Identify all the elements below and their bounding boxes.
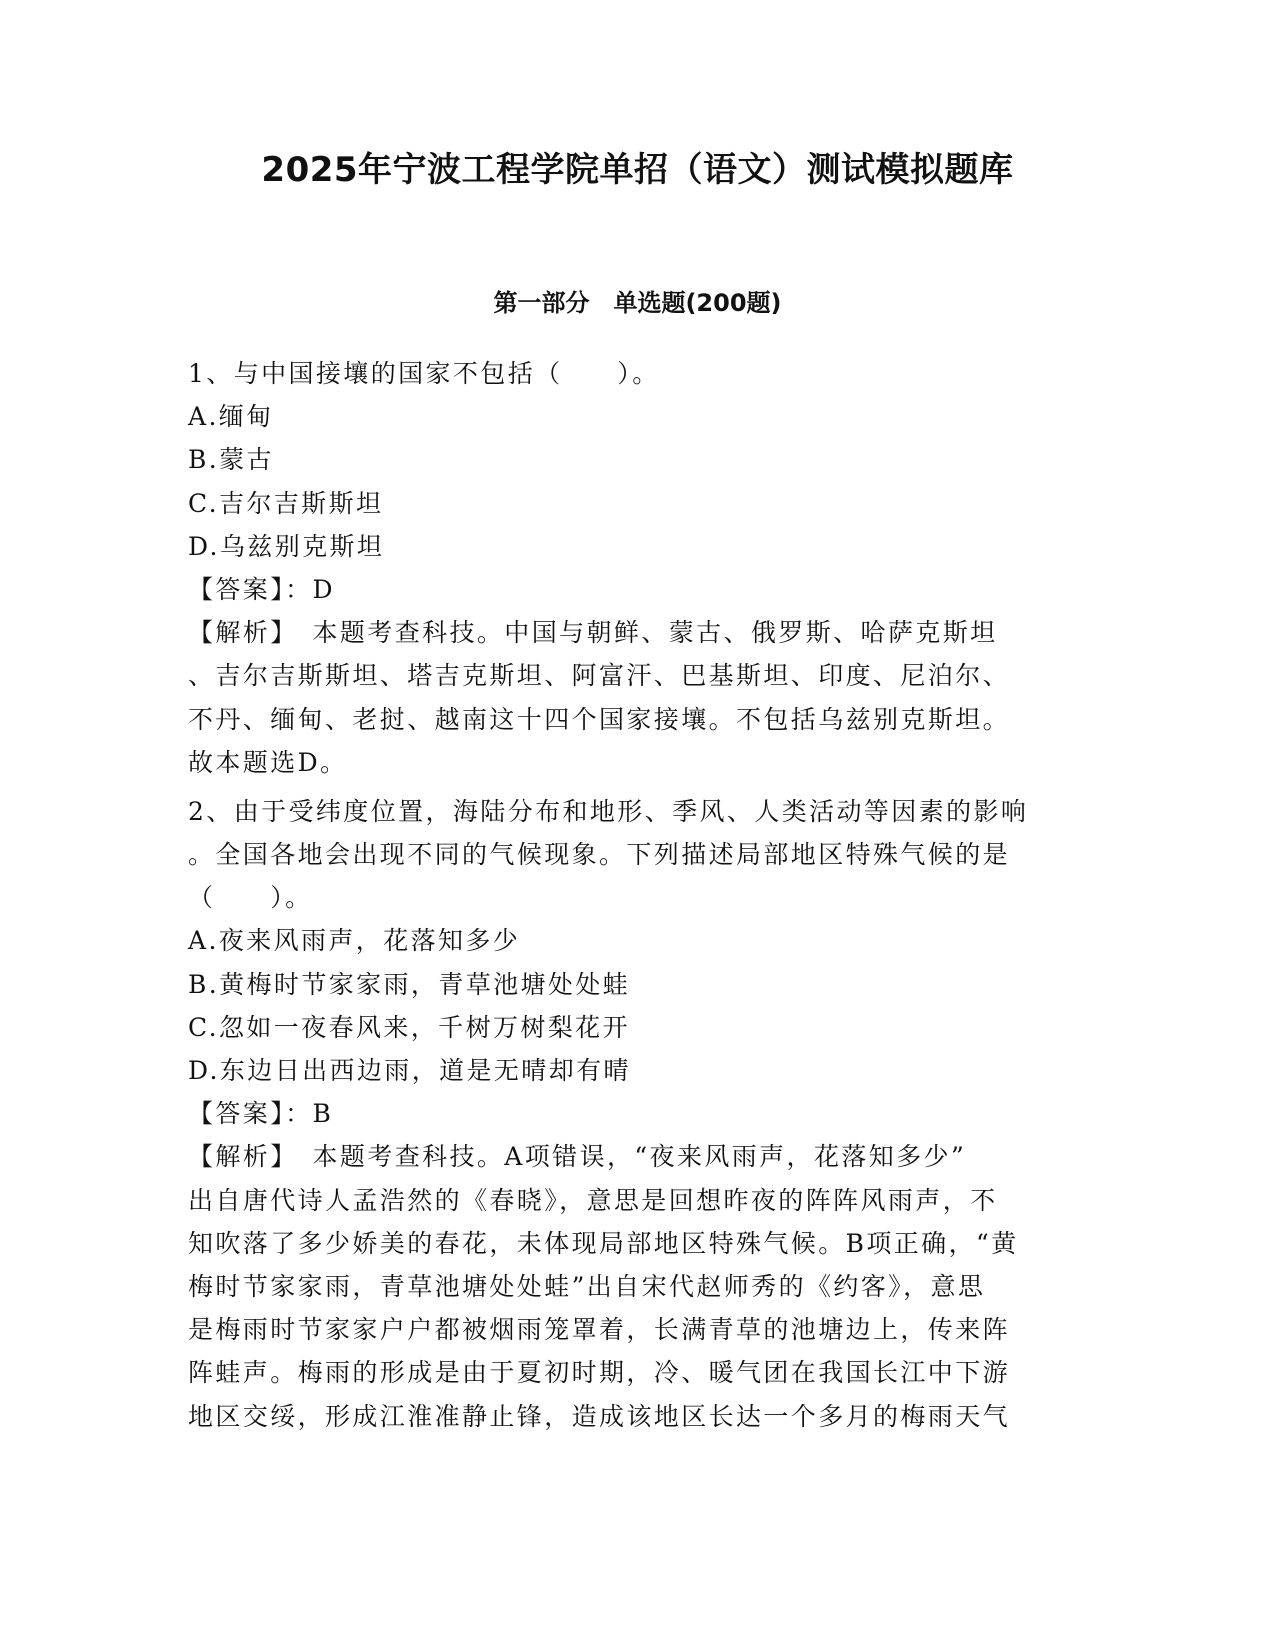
explanation-text: 故本题选D。	[188, 747, 348, 777]
question-stem-line: 2、由于受纬度位置，海陆分布和地形、季风、人类活动等因素的影响	[188, 796, 1029, 826]
question-1	[188, 352, 1088, 784]
explanation-text: 出自唐代诗人孟浩然的《春晓》，意思是回想昨夜的阵阵风雨声，不	[188, 1185, 998, 1215]
explanation-text: 是梅雨时节家家户户都被烟雨笼罩着，长满青草的池塘边上，传来阵	[188, 1315, 1011, 1345]
explanation-text: 知吹落了多少娇美的春花，未体现局部地区特殊气候。B项正确，“黄	[188, 1228, 1019, 1258]
option-a: A.夜来风雨声，花落知多少	[188, 926, 521, 956]
explanation-text: 不丹、缅甸、老挝、越南这十四个国家接壤。不包括乌兹别克斯坦。	[188, 704, 1011, 734]
explanation-label: 【解析】	[188, 618, 286, 648]
option-c: C.忽如一夜春风来，千树万树梨花开	[188, 1012, 630, 1042]
option-d: D.东边日出西边雨，道是无晴却有晴	[188, 1056, 631, 1085]
answer-label: 【答案】：	[188, 1099, 313, 1129]
explanation-text: 阵蛙声。梅雨的形成是由于夏初时期，冷、暖气团在我国长江中下游	[188, 1358, 1011, 1388]
explanation-line	[188, 611, 1088, 654]
answer-value: B	[312, 1099, 334, 1129]
answer-line	[188, 568, 1088, 611]
section-heading: 第一部分 单选题(200题)	[493, 289, 782, 317]
explanation-text: 、吉尔吉斯斯坦、塔吉克斯坦、阿富汗、巴基斯坦、印度、尼泊尔、	[188, 661, 1011, 691]
option-b: B.蒙古	[188, 445, 274, 475]
explanation-text: 本题考查科技。A项错误，“夜来风雨声，花落知多少”	[285, 1142, 967, 1172]
question-stem-line: 1、与中国接壤的国家不包括（ ）。	[188, 359, 660, 388]
answer-value: D	[312, 574, 335, 604]
explanation-label: 【解析】	[188, 1142, 286, 1172]
option-c: C.吉尔吉斯斯坦	[188, 488, 384, 518]
explanation-text: 本题考查科技。中国与朝鲜、蒙古、俄罗斯、哈萨克斯坦	[285, 618, 998, 648]
explanation-text: 梅时节家家雨，青草池塘处处蛙”出自宋代赵师秀的《约客》，意思	[188, 1271, 986, 1301]
document-title: 2025年宁波工程学院单招（语文）测试模拟题库	[261, 150, 1014, 190]
question-2	[188, 790, 1088, 1438]
question-list	[188, 352, 1088, 1444]
explanation-line	[188, 1135, 1088, 1178]
option-d: D.乌兹别克斯坦	[188, 531, 385, 561]
option-b: B.黄梅时节家家雨，青草池塘处处蛙	[188, 969, 631, 999]
option-a: A.缅甸	[188, 402, 274, 432]
answer-line	[188, 1092, 1088, 1135]
question-stem-line: 。全国各地会出现不同的气候现象。下列描述局部地区特殊气候的是	[188, 840, 1011, 870]
question-stem-line: （ ）。	[188, 883, 313, 913]
answer-label: 【答案】：	[188, 574, 313, 604]
explanation-text: 地区交绥，形成江淮准静止锋，造成该地区长达一个多月的梅雨天气	[188, 1401, 1011, 1431]
